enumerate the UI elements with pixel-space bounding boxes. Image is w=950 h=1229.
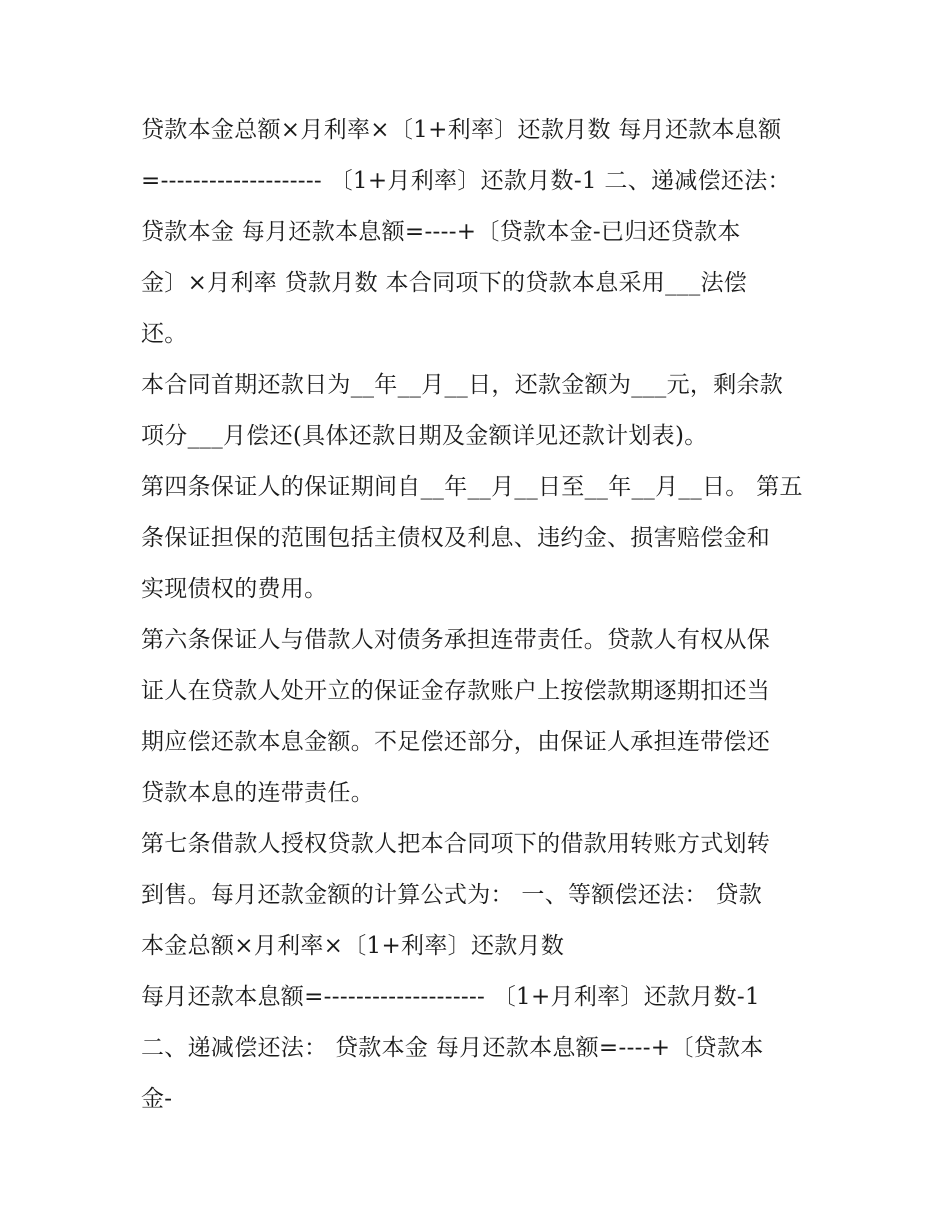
text-line: 贷款本金总额×月利率×〔1+利率〕还款月数 每月还款本息额 — [141, 117, 782, 143]
text-line: 实现债权的费用。 — [141, 576, 328, 602]
document-body — [141, 108, 821, 1128]
text-line: 证人在贷款人处开立的保证金存款账户上按偿款期逐期扣还当 — [141, 678, 771, 704]
text-line: =-------------------- 〔1+月利率〕还款月数-1 二、递减偿还法： — [141, 168, 791, 194]
text-line: 到售。每月还款金额的计算公式为： 一、等额偿还法： 贷款 — [141, 882, 763, 908]
text-line: 每月还款本息额=-------------------- 〔1+月利率〕还款月数-1 — [141, 984, 760, 1010]
text-line: 本合同首期还款日为__年__月__日，还款金额为___元，剩余款 — [141, 372, 784, 398]
text-line: 期应偿还款本息金额。不足偿还部分，由保证人承担连带偿还 — [141, 729, 771, 755]
text-line: 二、递减偿还法： 贷款本金 每月还款本息额=----+〔贷款本 — [141, 1035, 764, 1061]
text-line: 还。 — [141, 321, 188, 347]
text-line: 本金总额×月利率×〔1+利率〕还款月数 — [141, 933, 565, 959]
text-line: 第四条保证人的保证期间自__年__月__日至__年__月__日。 第五 — [141, 474, 803, 500]
text-line: 项分___月偿还(具体还款日期及金额详见还款计划表)。 — [141, 423, 708, 449]
text-line: 条保证担保的范围包括主债权及利息、违约金、损害赔偿金和 — [141, 525, 771, 551]
text-line: 金- — [141, 1086, 173, 1112]
text-line: 第六条保证人与借款人对债务承担连带责任。贷款人有权从保 — [141, 627, 771, 653]
text-line: 贷款本金 每月还款本息额=----+〔贷款本金-已归还贷款本 — [141, 219, 741, 245]
text-line: 金〕×月利率 贷款月数 本合同项下的贷款本息采用___法偿 — [141, 270, 748, 296]
text-line: 贷款本息的连带责任。 — [141, 780, 374, 806]
text-line: 第七条借款人授权贷款人把本合同项下的借款用转账方式划转 — [141, 831, 771, 857]
